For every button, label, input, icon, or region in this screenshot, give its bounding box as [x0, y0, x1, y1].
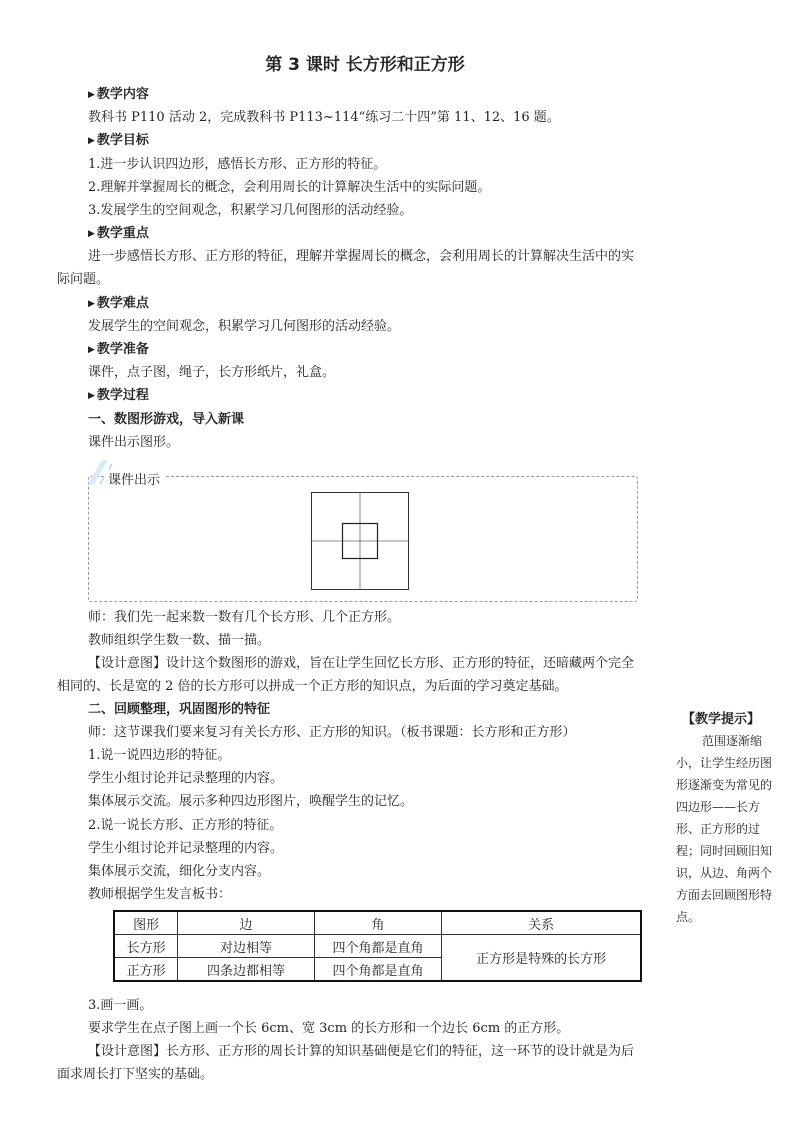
features-table: [113, 910, 642, 982]
part2-line7: 集体展示交流，细化分支内容。: [88, 864, 271, 879]
goal-item-2: 2.理解并掌握周长的概念，会利用周长的计算解决生活中的实际问题。: [88, 180, 491, 195]
table-cell-relation: 正方形是特殊的长方形: [442, 935, 641, 982]
part2-line4: 集体展示交流。展示多种四边形图片，唤醒学生的记忆。: [88, 794, 414, 809]
triangle-bullet-icon: ▶: [88, 391, 95, 401]
key-text-line2: 际问题。: [57, 272, 110, 287]
section-heading-goals: ▶ 教学目标: [88, 133, 149, 148]
content-text: 教科书 P110 活动 2，完成教科书 P113~114“练习二十四”第 11、12、16 题。: [88, 110, 560, 125]
part2-line2: 1.说一说四边形的特征。: [88, 748, 231, 763]
design-intent-2-line1: 【设计意图】长方形、正方形的周长计算的知识基础便是它们的特征，这一环节的设计就是为后: [88, 1044, 635, 1059]
part2-heading: 二、回顾整理，巩固图形的特征: [88, 702, 271, 717]
design-intent-1-line1: 【设计意图】设计这个数图形的游戏，旨在让学生回忆长方形、正方形的特征，还暗藏两个完全: [88, 656, 635, 671]
organize-line: 教师组织学生数一数、描一描。: [88, 633, 271, 648]
table-cell: 四条边都相等: [178, 958, 314, 982]
triangle-bullet-icon: ▶: [88, 90, 95, 100]
triangle-bullet-icon: ▶: [88, 299, 95, 309]
key-text-line1: 进一步感悟长方形、正方形的特征，理解并掌握周长的概念，会利用周长的计算解决生活中的实: [88, 249, 635, 264]
part3-line1: 3.画一画。: [88, 998, 153, 1013]
table-cell: 长方形: [114, 935, 178, 958]
part2-line8: 教师根据学生发言板书：: [88, 887, 232, 902]
part2-line5: 2.说一说长方形、正方形的特征。: [88, 818, 283, 833]
part1-text: 课件出示图形。: [88, 435, 180, 450]
triangle-bullet-icon: ▶: [88, 229, 95, 239]
table-cell: 四个角都是直角: [314, 958, 442, 982]
goal-item-1: 1.进一步认识四边形，感悟长方形、正方形的特征。: [88, 157, 387, 172]
table-header-cell: 图形: [114, 911, 178, 935]
table-cell: 正方形: [114, 958, 178, 982]
table-header-cell: 关系: [442, 911, 641, 935]
part2-line6: 学生小组讨论并记录整理的内容。: [88, 841, 284, 856]
table-header-cell: 角: [314, 911, 442, 935]
teacher-line-count: 师：我们先一起来数一数有几个长方形、几个正方形。: [88, 610, 401, 625]
table-row: [114, 935, 641, 958]
nested-squares-figure: [311, 492, 409, 590]
prep-text: 课件，点子图，绳子，长方形纸片，礼盒。: [88, 365, 336, 380]
triangle-bullet-icon: ▶: [88, 345, 95, 355]
table-cell: 四个角都是直角: [314, 935, 442, 958]
section-heading-difficulty: ▶ 教学难点: [88, 296, 149, 311]
section-heading-content: ▶ 教学内容: [88, 87, 149, 102]
design-intent-1-line2: 相同的、长是宽的 2 倍的长方形可以拼成一个正方形的知识点，为后面的学习奠定基础。: [57, 679, 568, 694]
goal-item-3: 3.发展学生的空间观念，积累学习几何图形的活动经验。: [88, 203, 413, 218]
side-note-text: 范围逐渐缩小，让学生经历图形逐渐变为常见的四边形——长方形、正方形的过程；同时回顾旧知识，从边、角两个方面去回顾图形特点。: [676, 734, 773, 924]
difficulty-text: 发展学生的空间观念，积累学习几何图形的活动经验。: [88, 319, 401, 334]
part1-heading: 一、数图形游戏，导入新课: [88, 412, 245, 427]
page-title: 第 3 课时 长方形和正方形: [265, 55, 465, 75]
part2-line3: 学生小组讨论并记录整理的内容。: [88, 771, 284, 786]
design-intent-2-line2: 面求周长打下坚实的基础。: [57, 1067, 214, 1082]
table-header-cell: 边: [178, 911, 314, 935]
triangle-bullet-icon: ▶: [88, 136, 95, 146]
section-heading-prep: ▶ 教学准备: [88, 342, 149, 357]
section-heading-process: ▶ 教学过程: [88, 388, 149, 403]
section-heading-key: ▶ 教学重点: [88, 226, 149, 241]
table-header-row: [114, 911, 641, 935]
table-cell: 对边相等: [178, 935, 314, 958]
part2-line1: 师：这节课我们要来复习有关长方形、正方形的知识。（板书课题：长方形和正方形）: [88, 725, 576, 740]
side-note-heading: 【教学提示】: [682, 712, 761, 727]
courseware-label: 课件出示: [104, 469, 164, 488]
part3-line2: 要求学生在点子图上画一个长 6cm、宽 3cm 的长方形和一个边长 6cm 的正方形。: [88, 1021, 570, 1036]
